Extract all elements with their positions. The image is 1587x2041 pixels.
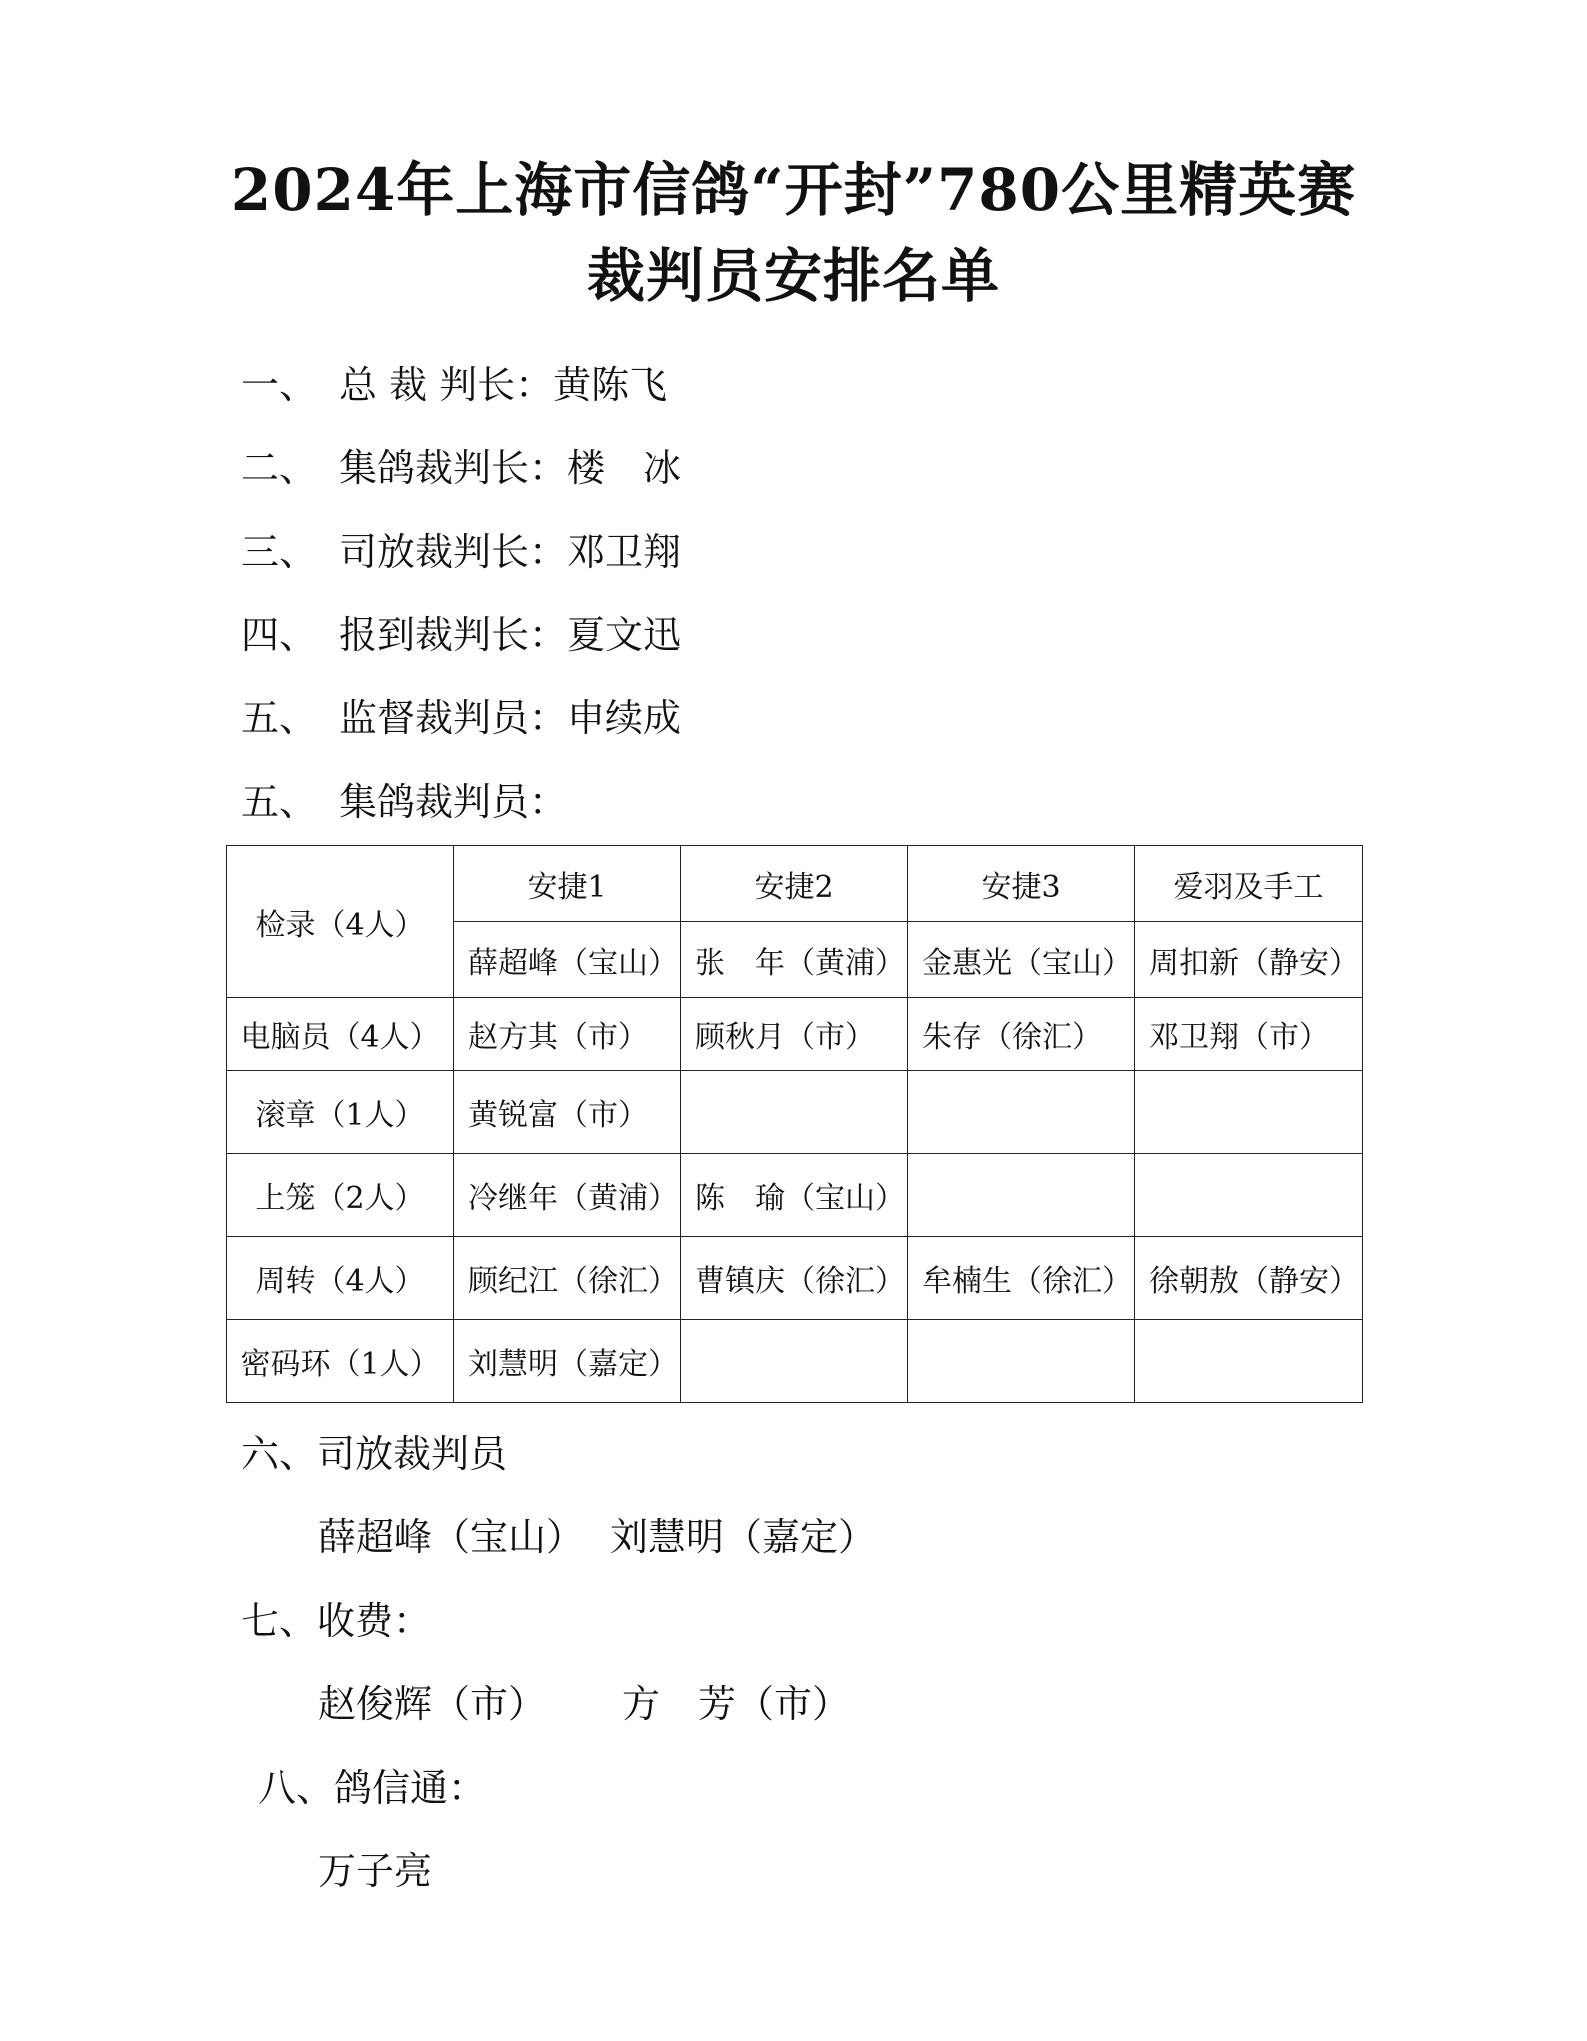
person-name: 刘慧明（嘉定） xyxy=(610,1515,877,1559)
role-number: 一、 xyxy=(241,363,318,407)
role-label: 司放裁判长： xyxy=(339,530,568,574)
release-referee-heading: 六、司放裁判员 xyxy=(241,1432,508,1476)
table-cell: 顾纪江（徐汇） xyxy=(454,1237,681,1320)
table-cell: 冷继年（黄浦） xyxy=(454,1154,681,1237)
role-item xyxy=(241,694,681,742)
table-cell xyxy=(1135,1320,1363,1403)
role-number: 五、 xyxy=(241,780,318,824)
table-cell xyxy=(681,1320,908,1403)
column-header: 安捷2 xyxy=(681,846,908,922)
table-cell: 黄锐富（市） xyxy=(454,1071,681,1154)
role-number: 五、 xyxy=(241,696,318,740)
fees-staff-list xyxy=(318,1680,850,1728)
person-name: 方 芳（市） xyxy=(622,1682,851,1726)
row-label: 密码环（1人） xyxy=(227,1320,454,1403)
table-cell: 牟楠生（徐汇） xyxy=(908,1237,1135,1320)
table-row xyxy=(227,1071,1363,1154)
table-row xyxy=(227,1320,1363,1403)
document-title-line1: 2024年上海市信鸽“开封”780公里精英赛 xyxy=(230,156,1357,224)
gexintong-staff-list xyxy=(318,1847,432,1895)
fees-heading: 七、收费： xyxy=(241,1599,432,1643)
role-item xyxy=(241,778,567,826)
table-cell: 陈 瑜（宝山） xyxy=(681,1154,908,1237)
person-name: 赵俊辉（市） xyxy=(318,1682,547,1726)
table-cell: 刘慧明（嘉定） xyxy=(454,1320,681,1403)
table-cell xyxy=(908,1154,1135,1237)
role-item xyxy=(241,444,681,492)
row-label: 上笼（2人） xyxy=(227,1154,454,1237)
release-referee-list xyxy=(318,1513,876,1561)
person-name: 薛超峰（宝山） xyxy=(318,1515,585,1559)
table-cell: 曹镇庆（徐汇） xyxy=(681,1237,908,1320)
role-value: 黄陈飞 xyxy=(553,363,668,407)
role-value: 邓卫翔 xyxy=(567,530,682,574)
table-cell: 张 年（黄浦） xyxy=(681,922,908,998)
role-item xyxy=(241,361,667,409)
role-item xyxy=(241,611,681,659)
table-cell xyxy=(908,1320,1135,1403)
role-value: 楼 冰 xyxy=(567,446,682,490)
column-header: 爱羽及手工 xyxy=(1135,846,1363,922)
table-header-row xyxy=(227,846,1363,922)
table-cell: 朱存（徐汇） xyxy=(908,998,1135,1071)
table-cell: 周扣新（静安） xyxy=(1135,922,1363,998)
document-title-line2: 裁判员安排名单 xyxy=(586,242,1000,310)
gexintong-heading: 八、鸽信通： xyxy=(258,1766,487,1810)
role-label: 总 裁 判长： xyxy=(339,363,554,407)
table-cell: 徐朝敖（静安） xyxy=(1135,1237,1363,1320)
table-cell: 赵方其（市） xyxy=(454,998,681,1071)
table-cell xyxy=(908,1071,1135,1154)
role-value: 申续成 xyxy=(567,696,682,740)
row-label: 周转（4人） xyxy=(227,1237,454,1320)
table-row xyxy=(227,998,1363,1071)
role-label: 监督裁判员： xyxy=(339,696,568,740)
table-cell: 顾秋月（市） xyxy=(681,998,908,1071)
person-name: 万子亮 xyxy=(318,1849,433,1893)
row-label: 检录（4人） xyxy=(227,846,454,998)
role-label: 集鸽裁判长： xyxy=(339,446,568,490)
role-label: 报到裁判长： xyxy=(339,613,568,657)
table-cell: 邓卫翔（市） xyxy=(1135,998,1363,1071)
role-number: 二、 xyxy=(241,446,318,490)
table-cell: 金惠光（宝山） xyxy=(908,922,1135,998)
referee-assignment-table xyxy=(226,845,1363,1403)
role-number: 四、 xyxy=(241,613,318,657)
role-value: 夏文迅 xyxy=(567,613,682,657)
role-number: 三、 xyxy=(241,530,318,574)
table-row xyxy=(227,1154,1363,1237)
table-cell xyxy=(681,1071,908,1154)
table-cell xyxy=(1135,1154,1363,1237)
role-item xyxy=(241,528,681,576)
table-cell: 薛超峰（宝山） xyxy=(454,922,681,998)
table-cell xyxy=(1135,1071,1363,1154)
role-label: 集鸽裁判员： xyxy=(339,780,568,824)
column-header: 安捷3 xyxy=(908,846,1135,922)
row-label: 电脑员（4人） xyxy=(227,998,454,1071)
column-header: 安捷1 xyxy=(454,846,681,922)
row-label: 滚章（1人） xyxy=(227,1071,454,1154)
table-row xyxy=(227,1237,1363,1320)
